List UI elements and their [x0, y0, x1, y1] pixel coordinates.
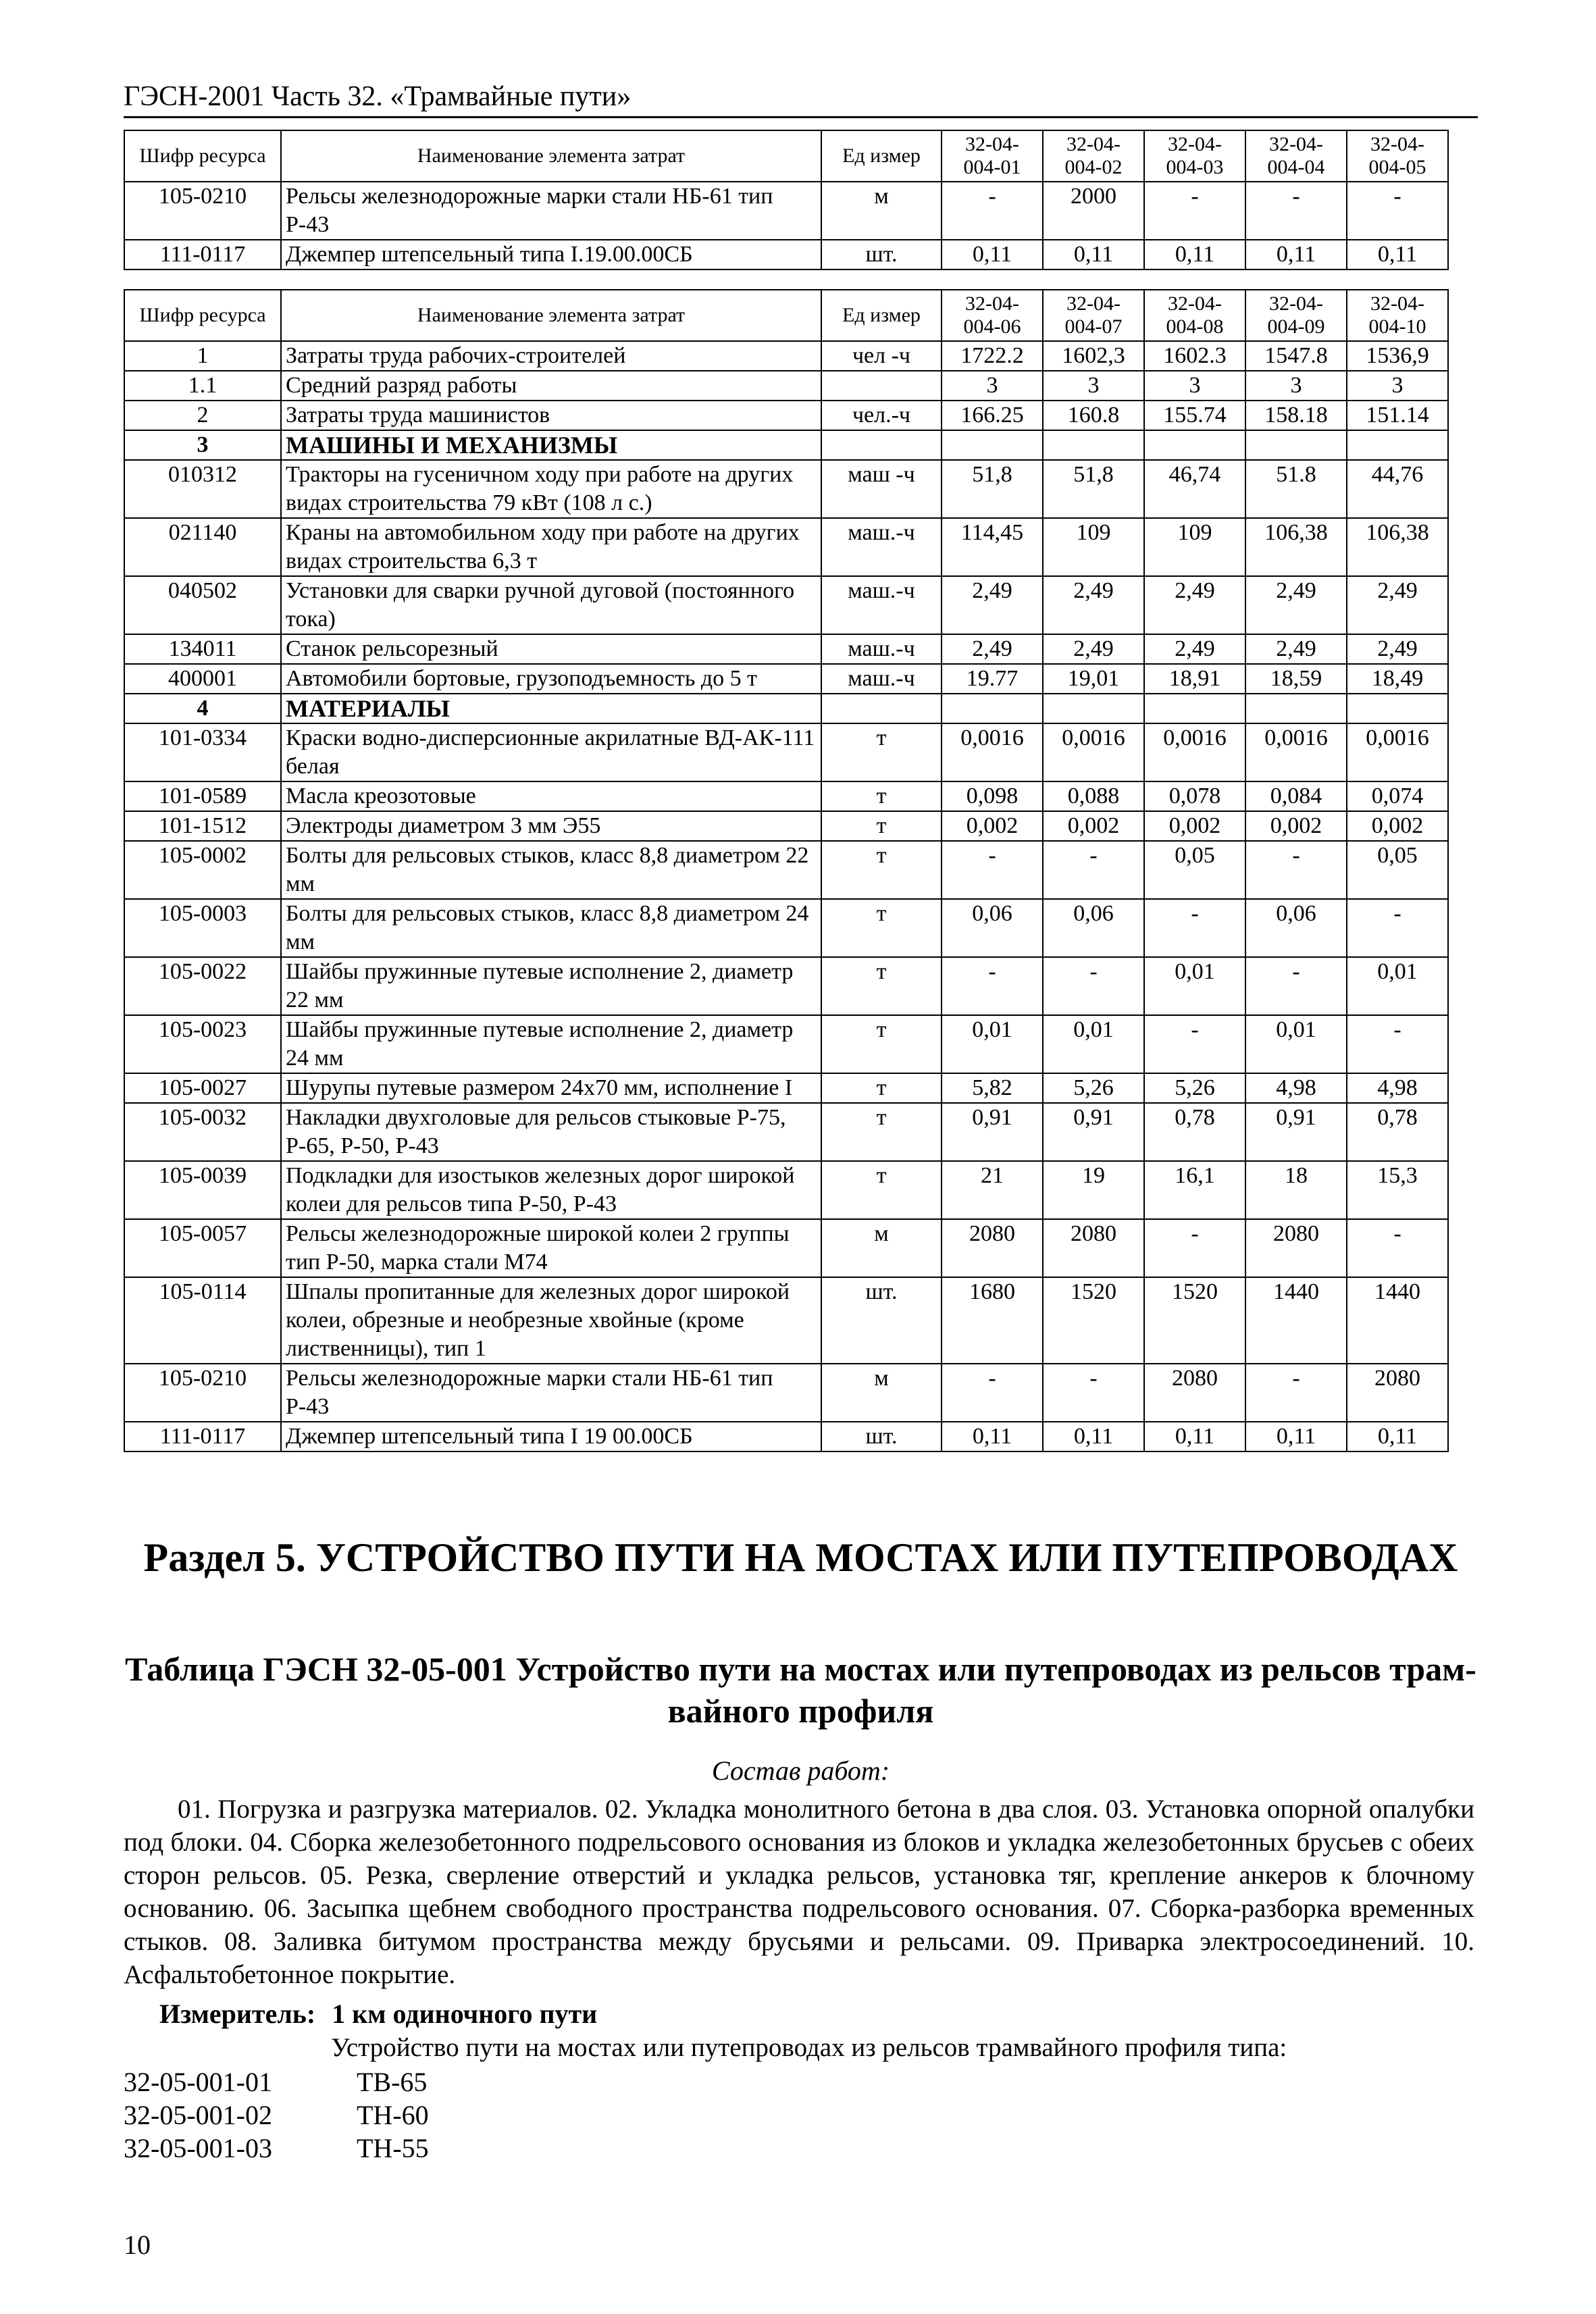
resource-value: 0,91 [1043, 1103, 1144, 1161]
resource-name: Установки для сварки ручной дуговой (постоянного тока) [281, 576, 821, 634]
resource-value: 2080 [1144, 1364, 1245, 1422]
resource-code: 105-0032 [124, 1103, 281, 1161]
resource-name: Болты для рельсовых стыков, класс 8,8 диаметром 24 мм [281, 899, 821, 957]
resource-code: 134011 [124, 634, 281, 664]
resource-name: Краски водно-дисперсионные акрилатные ВД-АК-111 белая [281, 723, 821, 781]
resource-value: 0,088 [1043, 781, 1144, 811]
resource-value: - [942, 957, 1043, 1015]
resource-value: - [1144, 1015, 1245, 1073]
resource-name: МАТЕРИАЛЫ [281, 694, 821, 723]
resource-value: - [1347, 182, 1448, 240]
header-rule [124, 116, 1478, 118]
resource-name: Краны на автомобильном ходу при работе на других видах строительства 6,3 т [281, 518, 821, 576]
resource-value: 2000 [1043, 182, 1144, 240]
resource-value: 0,11 [942, 240, 1043, 269]
table-row [124, 1103, 1448, 1161]
resource-value: 0,002 [942, 811, 1043, 841]
resource-value: 1722.2 [942, 341, 1043, 371]
resource-value: 0,098 [942, 781, 1043, 811]
col-header-unit: Ед измер [821, 290, 942, 341]
meter-line [159, 1998, 597, 2030]
resource-value: 0,11 [1144, 240, 1245, 269]
resource-value: 158.18 [1245, 401, 1347, 430]
resource-value: 0,0016 [1245, 723, 1347, 781]
table-title [124, 1648, 1478, 1732]
resource-value: - [1347, 1219, 1448, 1277]
resource-value: - [1245, 841, 1347, 899]
resource-code: 2 [124, 401, 281, 430]
resource-value: 0,91 [942, 1103, 1043, 1161]
resource-value: 0,01 [1245, 1015, 1347, 1073]
resource-name: Рельсы железнодорожные широкой колеи 2 группы тип Р-50, марка стали М74 [281, 1219, 821, 1277]
resource-value: 4,98 [1245, 1073, 1347, 1103]
resource-value: 155.74 [1144, 401, 1245, 430]
resource-value: 109 [1043, 518, 1144, 576]
resource-code: 021140 [124, 518, 281, 576]
resource-value: - [1043, 1364, 1144, 1422]
table-row [124, 841, 1448, 899]
resource-value: 0,06 [1043, 899, 1144, 957]
resource-name: Джемпер штепсельный типа I 19 00.00СБ [281, 1422, 821, 1451]
resource-value: - [1144, 899, 1245, 957]
resource-value: 44,76 [1347, 460, 1448, 518]
resource-code: 105-0210 [124, 1364, 281, 1422]
resource-value: 1520 [1043, 1277, 1144, 1364]
resource-value: 0,11 [942, 1422, 1043, 1451]
resource-unit: чел -ч [821, 341, 942, 371]
resource-value: 3 [1043, 371, 1144, 401]
resource-value: 3 [942, 371, 1043, 401]
table-row [124, 899, 1448, 957]
resource-value: 0,078 [1144, 781, 1245, 811]
resource-value: 106,38 [1245, 518, 1347, 576]
resource-unit: шт. [821, 240, 942, 269]
resource-value: 1536,9 [1347, 341, 1448, 371]
resource-value: 0,06 [942, 899, 1043, 957]
resource-value: 2,49 [1043, 634, 1144, 664]
resource-name: Джемпер штепсельный типа I.19.00.00СБ [281, 240, 821, 269]
resource-value: - [1347, 899, 1448, 957]
resource-value: 166.25 [942, 401, 1043, 430]
resource-code: 105-0114 [124, 1277, 281, 1364]
resource-value: 2,49 [1245, 576, 1347, 634]
resource-name: Шайбы пружинные путевые исполнение 2, диаметр 24 мм [281, 1015, 821, 1073]
section-title: Раздел 5. УСТРОЙСТВО ПУТИ НА МОСТАХ ИЛИ ПУТЕПРОВОДАХ [143, 1535, 1458, 1580]
resource-value: 19.77 [942, 664, 1043, 694]
table-row [124, 401, 1448, 430]
resource-value: 151.14 [1347, 401, 1448, 430]
table-row [124, 1219, 1448, 1277]
resource-value: 2080 [1347, 1364, 1448, 1422]
resource-value: 2,49 [942, 634, 1043, 664]
col-header-unit: Ед измер [821, 130, 942, 182]
resource-value: 2,49 [1043, 576, 1144, 634]
resource-code: 105-0003 [124, 899, 281, 957]
resource-code: 111-0117 [124, 1422, 281, 1451]
table-row [124, 240, 1448, 269]
table-row [124, 1161, 1448, 1219]
resource-name: Шпалы пропитанные для железных дорог широкой колеи, обрезные и необрезные хвойные (кроме лиственницы), тип 1 [281, 1277, 821, 1364]
resource-name: Рельсы железнодорожные марки стали НБ-61 тип Р-43 [281, 182, 821, 240]
resource-value: 16,1 [1144, 1161, 1245, 1219]
resource-value: 0,11 [1043, 240, 1144, 269]
type-code: 32-05-001-02 [124, 2100, 272, 2130]
col-header-norm: 32-04- 004-08 [1144, 290, 1245, 341]
table-row [124, 341, 1448, 371]
resource-code: 4 [124, 694, 281, 723]
type-name: ТН-60 [357, 2100, 429, 2130]
resource-unit: маш -ч [821, 460, 942, 518]
resource-value: 0,78 [1144, 1103, 1245, 1161]
type-row [124, 2065, 429, 2099]
resource-unit: т [821, 1161, 942, 1219]
col-header-norm: 32-04- 004-02 [1043, 130, 1144, 182]
resource-value: 0,78 [1347, 1103, 1448, 1161]
resource-unit: маш.-ч [821, 664, 942, 694]
resource-code: 101-0589 [124, 781, 281, 811]
resource-unit: т [821, 899, 942, 957]
resource-value: 4,98 [1347, 1073, 1448, 1103]
resource-value [1043, 694, 1144, 723]
resource-value: 46,74 [1144, 460, 1245, 518]
resource-value: 2,49 [1144, 576, 1245, 634]
col-header-norm: 32-04- 004-06 [942, 290, 1043, 341]
table-row [124, 430, 1448, 460]
resource-value: 18,59 [1245, 664, 1347, 694]
table-row [124, 694, 1448, 723]
resource-value: 0,05 [1144, 841, 1245, 899]
table-row [124, 182, 1448, 240]
resource-code: 101-1512 [124, 811, 281, 841]
resource-code: 105-0002 [124, 841, 281, 899]
resource-value: 2080 [1043, 1219, 1144, 1277]
resource-unit: т [821, 841, 942, 899]
resource-value: 51,8 [1043, 460, 1144, 518]
col-header-name: Наименование элемента затрат [281, 290, 821, 341]
resource-unit: т [821, 811, 942, 841]
resource-value: 0,11 [1144, 1422, 1245, 1451]
resource-unit: чел.-ч [821, 401, 942, 430]
resource-value: 2,49 [942, 576, 1043, 634]
resource-value: 3 [1144, 371, 1245, 401]
resource-code: 010312 [124, 460, 281, 518]
works-heading: Состав работ: [711, 1755, 890, 1786]
resource-code: 1 [124, 341, 281, 371]
table-row [124, 460, 1448, 518]
resource-value: 1440 [1347, 1277, 1448, 1364]
resource-value: 15,3 [1347, 1161, 1448, 1219]
resource-unit: т [821, 1103, 942, 1161]
resource-value: - [1144, 182, 1245, 240]
resource-value: 0,01 [1043, 1015, 1144, 1073]
resource-value: 51,8 [942, 460, 1043, 518]
resource-unit: м [821, 1219, 942, 1277]
table-row [124, 957, 1448, 1015]
resource-value [1144, 694, 1245, 723]
resource-code: 111-0117 [124, 240, 281, 269]
resource-value: 0,002 [1144, 811, 1245, 841]
resource-value: - [1144, 1219, 1245, 1277]
resource-name: Средний разряд работы [281, 371, 821, 401]
type-intro: Устройство пути на мостах или путепроводах из рельсов трамвайного профиля типа: [331, 2033, 1287, 2062]
resource-value: 0,01 [1144, 957, 1245, 1015]
resource-name: Болты для рельсовых стыков, класс 8,8 диаметром 22 мм [281, 841, 821, 899]
resource-value: 18,91 [1144, 664, 1245, 694]
resource-value: 2080 [1245, 1219, 1347, 1277]
table-row [124, 723, 1448, 781]
resource-code: 105-0027 [124, 1073, 281, 1103]
col-header-norm: 32-04- 004-10 [1347, 290, 1448, 341]
resource-value: 1520 [1144, 1277, 1245, 1364]
resource-name: Накладки двухголовые для рельсов стыковые Р-75, Р-65, Р-50, Р-43 [281, 1103, 821, 1161]
table-row [124, 1277, 1448, 1364]
meter-label: Измеритель: [159, 1999, 316, 2029]
resource-value: 2,49 [1245, 634, 1347, 664]
resource-value: 1547.8 [1245, 341, 1347, 371]
resource-value: 18,49 [1347, 664, 1448, 694]
col-header-norm: 32-04- 004-05 [1347, 130, 1448, 182]
resource-unit: маш.-ч [821, 518, 942, 576]
resource-value: 1602,3 [1043, 341, 1144, 371]
resource-value: 0,002 [1043, 811, 1144, 841]
resource-unit: маш.-ч [821, 634, 942, 664]
resource-name: Масла креозотовые [281, 781, 821, 811]
resource-value [942, 430, 1043, 460]
page-number: 10 [124, 2230, 151, 2260]
resource-value: 0,0016 [1043, 723, 1144, 781]
resource-value: 0,11 [1347, 240, 1448, 269]
resource-value [1245, 430, 1347, 460]
resource-code: 1.1 [124, 371, 281, 401]
resource-code: 105-0039 [124, 1161, 281, 1219]
resource-value [1144, 430, 1245, 460]
table-row [124, 1422, 1448, 1451]
resource-table-1 [124, 130, 1449, 270]
resource-value: 106,38 [1347, 518, 1448, 576]
resource-value: 0,11 [1347, 1422, 1448, 1451]
resource-value: 18 [1245, 1161, 1347, 1219]
type-code: 32-05-001-03 [124, 2133, 272, 2163]
resource-value [1347, 694, 1448, 723]
type-list [124, 2065, 429, 2165]
resource-name: Шайбы пружинные путевые исполнение 2, диаметр 22 мм [281, 957, 821, 1015]
resource-value: 0,084 [1245, 781, 1347, 811]
resource-unit: шт. [821, 1422, 942, 1451]
resource-name: Тракторы на гусеничном ходу при работе на других видах строительства 79 кВт (108 л с.) [281, 460, 821, 518]
table-row [124, 664, 1448, 694]
table-row [124, 1015, 1448, 1073]
resource-code: 105-0022 [124, 957, 281, 1015]
resource-code: 400001 [124, 664, 281, 694]
resource-value [942, 694, 1043, 723]
resource-value: 0,06 [1245, 899, 1347, 957]
table-row [124, 634, 1448, 664]
resource-name: Рельсы железнодорожные марки стали НБ-61 тип Р-43 [281, 1364, 821, 1422]
col-header-code: Шифр ресурса [124, 290, 281, 341]
table-row [124, 518, 1448, 576]
resource-value: 0,0016 [942, 723, 1043, 781]
table-title-line-2: вайного профиля [667, 1692, 934, 1730]
resource-value: 2,49 [1144, 634, 1245, 664]
resource-value: 5,82 [942, 1073, 1043, 1103]
resource-value: 0,074 [1347, 781, 1448, 811]
table-row [124, 1073, 1448, 1103]
resource-unit: т [821, 957, 942, 1015]
resource-value: - [942, 182, 1043, 240]
table-row [124, 811, 1448, 841]
resource-value: - [1043, 957, 1144, 1015]
resource-value: 2,49 [1347, 634, 1448, 664]
resource-value [1245, 694, 1347, 723]
type-name: ТВ-65 [357, 2067, 428, 2097]
resource-unit: т [821, 723, 942, 781]
col-header-name: Наименование элемента затрат [281, 130, 821, 182]
col-header-code: Шифр ресурса [124, 130, 281, 182]
page-header: ГЭСН-2001 Часть 32. «Трамвайные пути» [124, 81, 632, 112]
resource-value: 21 [942, 1161, 1043, 1219]
resource-code: 105-0023 [124, 1015, 281, 1073]
col-header-norm: 32-04- 004-07 [1043, 290, 1144, 341]
resource-value: - [942, 841, 1043, 899]
resource-value: 19,01 [1043, 664, 1144, 694]
resource-unit: т [821, 1073, 942, 1103]
resource-value [1347, 430, 1448, 460]
resource-value: 0,002 [1245, 811, 1347, 841]
resource-code: 105-0210 [124, 182, 281, 240]
resource-value: 0,11 [1245, 240, 1347, 269]
col-header-norm: 32-04- 004-09 [1245, 290, 1347, 341]
resource-value: 0,0016 [1144, 723, 1245, 781]
resource-value: 160.8 [1043, 401, 1144, 430]
resource-unit [821, 430, 942, 460]
table-row [124, 781, 1448, 811]
resource-unit: м [821, 182, 942, 240]
resource-value: 1602.3 [1144, 341, 1245, 371]
resource-value: 0,11 [1043, 1422, 1144, 1451]
meter-value: 1 км одиночного пути [332, 1999, 598, 2029]
resource-value: - [942, 1364, 1043, 1422]
type-row [124, 2132, 429, 2165]
resource-code: 101-0334 [124, 723, 281, 781]
resource-unit [821, 371, 942, 401]
resource-value: 0,01 [1347, 957, 1448, 1015]
resource-value: 5,26 [1043, 1073, 1144, 1103]
resource-table-2 [124, 289, 1449, 1452]
resource-code: 040502 [124, 576, 281, 634]
resource-value: - [1245, 182, 1347, 240]
resource-name: Автомобили бортовые, грузоподъемность до 5 т [281, 664, 821, 694]
table-row [124, 1364, 1448, 1422]
resource-value: - [1245, 957, 1347, 1015]
col-header-norm: 32-04- 004-01 [942, 130, 1043, 182]
resource-value: 0,11 [1245, 1422, 1347, 1451]
table-row [124, 576, 1448, 634]
resource-name: Электроды диаметром 3 мм Э55 [281, 811, 821, 841]
resource-value: 5,26 [1144, 1073, 1245, 1103]
type-name: ТН-55 [357, 2133, 429, 2163]
resource-name: МАШИНЫ И МЕХАНИЗМЫ [281, 430, 821, 460]
resource-name: Затраты труда машинистов [281, 401, 821, 430]
resource-value: 114,45 [942, 518, 1043, 576]
resource-unit: маш.-ч [821, 576, 942, 634]
resource-code: 3 [124, 430, 281, 460]
resource-value: - [1245, 1364, 1347, 1422]
resource-unit: м [821, 1364, 942, 1422]
table-title-line-1: Таблица ГЭСН 32-05-001 Устройство пути на мостах или путепроводах из рельсов трам- [125, 1650, 1476, 1688]
col-header-norm: 32-04- 004-04 [1245, 130, 1347, 182]
resource-value: - [1043, 841, 1144, 899]
resource-value: 19 [1043, 1161, 1144, 1219]
resource-code: 105-0057 [124, 1219, 281, 1277]
resource-value: 3 [1245, 371, 1347, 401]
resource-unit: т [821, 1015, 942, 1073]
resource-value: 2080 [942, 1219, 1043, 1277]
resource-value: 0,002 [1347, 811, 1448, 841]
resource-name: Станок рельсорезный [281, 634, 821, 664]
type-row [124, 2099, 429, 2132]
resource-value: 0,01 [942, 1015, 1043, 1073]
resource-value: 3 [1347, 371, 1448, 401]
type-code: 32-05-001-01 [124, 2067, 272, 2097]
resource-value [1043, 430, 1144, 460]
resource-unit: т [821, 781, 942, 811]
resource-unit: шт. [821, 1277, 942, 1364]
table-row [124, 371, 1448, 401]
resource-name: Подкладки для изостыков железных дорог широкой колеи для рельсов типа Р-50, Р-43 [281, 1161, 821, 1219]
resource-name: Затраты труда рабочих-строителей [281, 341, 821, 371]
resource-value: 0,0016 [1347, 723, 1448, 781]
resource-value: 109 [1144, 518, 1245, 576]
resource-value: 1440 [1245, 1277, 1347, 1364]
resource-value: 0,05 [1347, 841, 1448, 899]
resource-value: 2,49 [1347, 576, 1448, 634]
resource-value: 51.8 [1245, 460, 1347, 518]
resource-value: 1680 [942, 1277, 1043, 1364]
resource-unit [821, 694, 942, 723]
col-header-norm: 32-04- 004-03 [1144, 130, 1245, 182]
resource-value: 0,91 [1245, 1103, 1347, 1161]
resource-name: Шурупы путевые размером 24х70 мм, исполнение I [281, 1073, 821, 1103]
works-description: 01. Погрузка и разгрузка материалов. 02. Укладка монолитного бетона в два слоя. 03. Установка опорной опалубки под блоки. 04. Сборка железобетонного подрельсового основания из блоков и укладка железобетонных брусьев с обеих сторон рельсов. 05. Резка, сверление отверстий и укладка рельсов, установка тяг, крепление анкеров к блочному основанию. 06. Засыпка щебнем свободного пространства подрельсового основания. 07. Сборка-разборка временных стыков. 08. Заливка битумом пространства между брусьями и рельсами. 09. Приварка электросоединений. 10. Асфальтобетонное покрытие. [124, 1795, 1474, 1989]
resource-value: - [1347, 1015, 1448, 1073]
